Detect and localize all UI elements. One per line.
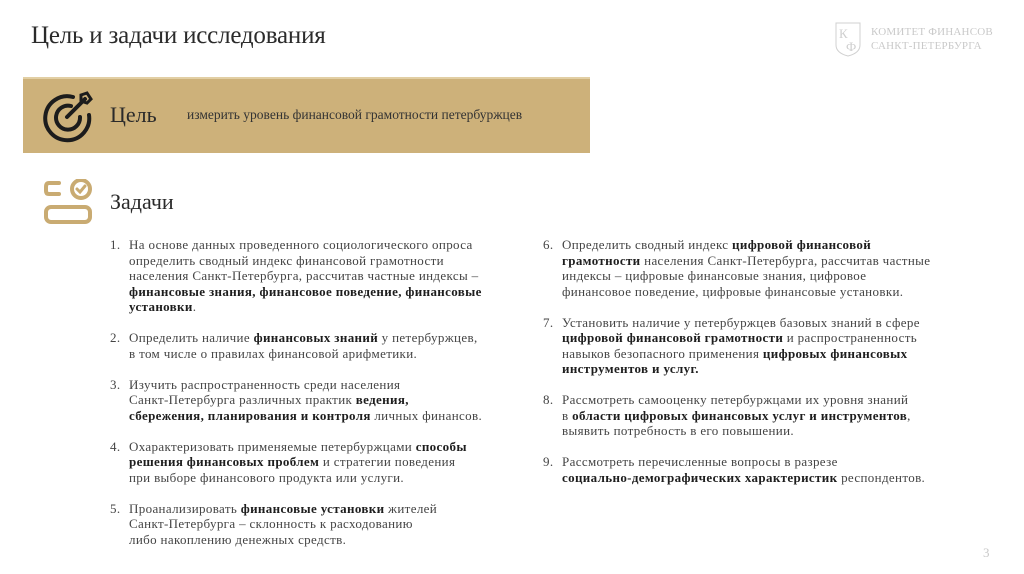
task-text-line xyxy=(129,470,530,486)
logo-emblem-icon xyxy=(833,21,863,57)
task-text-line xyxy=(129,532,530,548)
task-text: Охарактеризовать применяемые петербуржцами xyxy=(129,438,416,454)
goal-banner xyxy=(23,77,590,153)
task-text: Рассмотреть перечисленные вопросы в разрезе xyxy=(562,454,838,469)
task-text-line xyxy=(562,454,983,470)
task-item xyxy=(543,315,983,377)
task-text: Санкт-Петербурга – склонность к расходованию xyxy=(129,516,413,531)
task-text: у петербуржцев, xyxy=(378,330,478,345)
task-text-bold: социально-демографических характеристик xyxy=(562,469,838,485)
task-text: выявить потребность в его повышении. xyxy=(562,423,794,438)
task-text-line xyxy=(129,408,530,424)
task-text-line xyxy=(129,454,530,470)
task-item xyxy=(110,237,530,315)
task-text: Санкт-Петербурга различных практик xyxy=(129,392,356,407)
task-text-bold: области цифровых финансовых услуг и инструментов xyxy=(572,407,908,423)
task-text: Установить наличие у петербуржцев базовых знаний в сфере xyxy=(562,314,920,330)
task-item xyxy=(110,501,530,548)
task-text-line xyxy=(129,299,530,315)
task-number: 7. xyxy=(543,314,554,330)
logo-line-2: САНКТ-ПЕТЕРБУРГА xyxy=(871,40,982,52)
task-text-bold: инструментов и услуг. xyxy=(562,361,699,376)
task-item xyxy=(543,454,983,485)
task-text-line xyxy=(562,346,983,362)
task-item xyxy=(110,330,530,361)
task-text-line xyxy=(129,253,530,269)
task-text: индексы – цифровые финансовые знания, цифровое xyxy=(562,268,867,283)
task-number: 1. xyxy=(110,237,121,252)
task-text-line xyxy=(562,330,983,346)
task-text: при выборе финансового продукта или услуги. xyxy=(129,469,405,485)
task-text: Проанализировать xyxy=(129,500,241,516)
committee-logo xyxy=(833,21,998,57)
task-text-line xyxy=(562,237,983,253)
task-item xyxy=(543,237,983,299)
task-number: 9. xyxy=(543,454,554,469)
task-text: Рассмотреть самооценку петербуржцами их уровня знаний xyxy=(562,392,909,407)
task-text-line xyxy=(129,392,530,408)
task-text-bold: решения финансовых проблем xyxy=(129,454,320,469)
task-text-line xyxy=(129,346,530,362)
task-text-line xyxy=(129,284,530,300)
task-number: 2. xyxy=(110,330,121,345)
task-text: , xyxy=(907,407,911,423)
task-text: Определить сводный индекс xyxy=(562,237,733,252)
task-text-line xyxy=(129,237,530,253)
task-text: населения Санкт-Петербурга, рассчитав частные индексы – xyxy=(129,268,479,283)
task-text-line xyxy=(562,315,983,331)
task-text-line xyxy=(562,423,983,439)
logo-line-1: КОМИТЕТ ФИНАНСОВ xyxy=(871,26,993,38)
task-text: определить сводный индекс финансовой грамотности xyxy=(129,252,444,268)
task-number: 8. xyxy=(543,392,554,407)
task-text: жителей xyxy=(384,500,438,516)
task-text: в xyxy=(562,407,573,423)
task-text-bold: цифровых финансовых xyxy=(762,345,908,361)
task-text-line xyxy=(129,268,530,284)
task-item xyxy=(110,377,530,424)
task-text-line xyxy=(562,392,983,408)
task-text-line xyxy=(562,470,983,486)
tasks-list-right xyxy=(543,237,983,501)
task-text-bold: финансовые знания, финансовое поведение, финансовые xyxy=(129,283,482,299)
task-text-line xyxy=(562,361,983,377)
task-text-line xyxy=(129,330,530,346)
task-text-bold: цифровой финансовой xyxy=(732,237,872,252)
task-text: Определить наличие xyxy=(129,330,254,345)
task-item xyxy=(543,392,983,439)
task-text-line xyxy=(562,284,983,300)
task-text: Изучить распространенность среди населения xyxy=(129,376,401,392)
task-text: в том числе о правилах финансовой арифметики. xyxy=(129,345,418,361)
task-number: 5. xyxy=(110,500,121,516)
page-title: Цель и задачи исследования xyxy=(31,22,326,49)
task-text-line xyxy=(129,439,530,455)
task-text-line xyxy=(129,516,530,532)
task-text-bold: ведения, xyxy=(355,392,409,407)
task-text: финансовое поведение, цифровые финансовые установки. xyxy=(562,283,904,299)
task-text: . xyxy=(192,299,197,314)
task-text-line xyxy=(562,408,983,424)
task-text-line xyxy=(562,253,983,269)
task-text-line xyxy=(129,501,530,517)
task-number: 4. xyxy=(110,438,121,454)
task-text: навыков безопасного применения xyxy=(562,345,763,361)
task-text-bold: финансовые установки xyxy=(240,500,385,516)
task-text-line xyxy=(562,268,983,284)
svg-text:К: К xyxy=(839,26,848,41)
task-number: 6. xyxy=(543,237,554,252)
tasks-heading: Задачи xyxy=(110,189,174,214)
task-text: населения Санкт-Петербурга, рассчитав частные xyxy=(640,252,931,268)
task-text-bold: сбережения, планирования и контроля xyxy=(129,407,371,423)
svg-text:Ф: Ф xyxy=(846,39,857,54)
task-text-bold: способы xyxy=(415,438,467,454)
checklist-icon xyxy=(43,179,93,227)
task-text: и распространенность xyxy=(783,330,918,345)
task-item xyxy=(110,439,530,486)
task-text: респондентов. xyxy=(837,469,926,485)
page-number: 3 xyxy=(983,545,990,560)
goal-text: измерить уровень финансовой грамотности петербуржцев xyxy=(187,107,523,122)
goal-label: Цель xyxy=(110,102,157,127)
task-text-bold: установки xyxy=(129,299,193,314)
task-number: 3. xyxy=(110,376,121,392)
task-text: либо накоплению денежных средств. xyxy=(129,531,347,547)
task-text-bold: финансовых знаний xyxy=(253,330,379,345)
tasks-list-left xyxy=(110,237,530,563)
task-text: и стратегии поведения xyxy=(319,454,456,469)
task-text-line xyxy=(129,377,530,393)
task-text: личных финансов. xyxy=(370,407,483,423)
task-text-bold: грамотности xyxy=(562,252,641,268)
task-text-bold: цифровой финансовой грамотности xyxy=(562,330,784,345)
target-arrow-icon xyxy=(43,91,95,143)
task-text: На основе данных проведенного социологического опроса xyxy=(129,237,473,252)
